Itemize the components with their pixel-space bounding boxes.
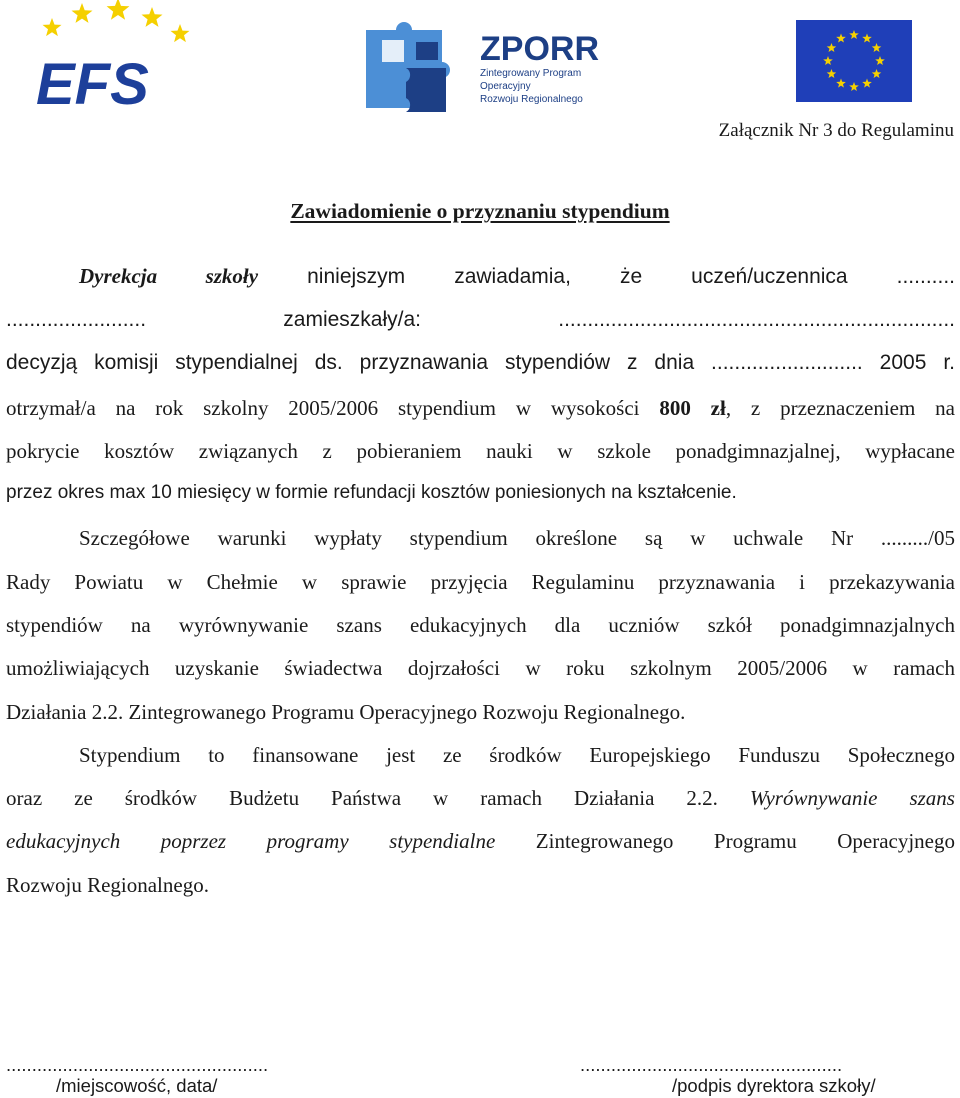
zporr-logo xyxy=(362,20,602,120)
body-line-7: Szczegółowe warunki wypłaty stypendium określone są w uchwale Nr ........./05 xyxy=(79,526,955,550)
star-icon xyxy=(72,3,93,23)
star-icon xyxy=(107,0,130,20)
body-line-13: oraz ze środków Budżetu Państwa w ramach Działania 2.2. Wyrównywanie szans xyxy=(6,786,955,810)
eu-flag-logo xyxy=(796,20,912,102)
body-line-5: pokrycie kosztów związanych z pobieraniem nauki w szkole ponadgimnazjalnej, wypłacane xyxy=(6,439,955,463)
star-icon xyxy=(171,24,190,42)
signature-label: /podpis dyrektora szkoły/ xyxy=(672,1075,876,1096)
annex-label: Załącznik Nr 3 do Regulaminu xyxy=(718,120,954,141)
body-line-6: przez okres max 10 miesięcy w formie refundacji kosztów poniesionych na kształcenie. xyxy=(6,482,737,503)
body-line-3: decyzją komisji stypendialnej ds. przyznawania stypendiów z dnia .......................... 2005 r. xyxy=(6,351,955,374)
efs-logo-text: EFS xyxy=(36,52,149,112)
body-line-8: Rady Powiatu w Chełmie w sprawie przyjęcia Regulaminu przyznawania i przekazywania xyxy=(6,570,955,594)
place-date-dots: ................................................... xyxy=(6,1054,269,1075)
place-date-label: /miejscowość, data/ xyxy=(56,1075,218,1096)
body-line-12: Stypendium to finansowane jest ze środków Europejskiego Funduszu Społecznego xyxy=(79,743,955,767)
body-line-14: edukacyjnych poprzez programy stypendialne Zintegrowanego Programu Operacyjnego xyxy=(6,829,955,853)
body-line-15: Rozwoju Regionalnego. xyxy=(6,873,209,897)
star-icon xyxy=(142,7,163,27)
body-line-2: ........................ zamieszkały/a: .................................................................... xyxy=(6,308,955,331)
document-title: Zawiadomienie o przyznaniu stypendium xyxy=(290,199,670,223)
body-line-4: otrzymał/a na rok szkolny 2005/2006 stypendium w wysokości 800 zł, z przeznaczeniem na xyxy=(6,396,955,420)
zporr-subtitle-2: Operacyjny xyxy=(480,81,531,92)
body-line-1: Dyrekcja szkoły niniejszym zawiadamia, że uczeń/uczennica .......... xyxy=(79,264,955,288)
signature-dots: ................................................... xyxy=(580,1054,843,1075)
efs-logo xyxy=(30,0,200,112)
scholarship-amount: 800 zł xyxy=(659,396,726,420)
zporr-logo-text: ZPORR xyxy=(480,30,599,68)
body-line-9: stypendiów na wyrównywanie szans edukacyjnych dla uczniów szkół ponadgimnazjalnych xyxy=(6,613,955,637)
star-icon xyxy=(43,18,62,36)
efs-stars xyxy=(43,0,190,42)
body-line-11: Działania 2.2. Zintegrowanego Programu Operacyjnego Rozwoju Regionalnego. xyxy=(6,700,686,724)
zporr-subtitle-1: Zintegrowany Program xyxy=(480,68,582,79)
zporr-subtitle-3: Rozwoju Regionalnego xyxy=(480,94,583,105)
school-management: Dyrekcja szkoły xyxy=(79,264,259,288)
body-line-10: umożliwiających uzyskanie świadectwa dojrzałości w roku szkolnym 2005/2006 w ramach xyxy=(6,656,955,680)
puzzle-icon xyxy=(366,22,450,112)
